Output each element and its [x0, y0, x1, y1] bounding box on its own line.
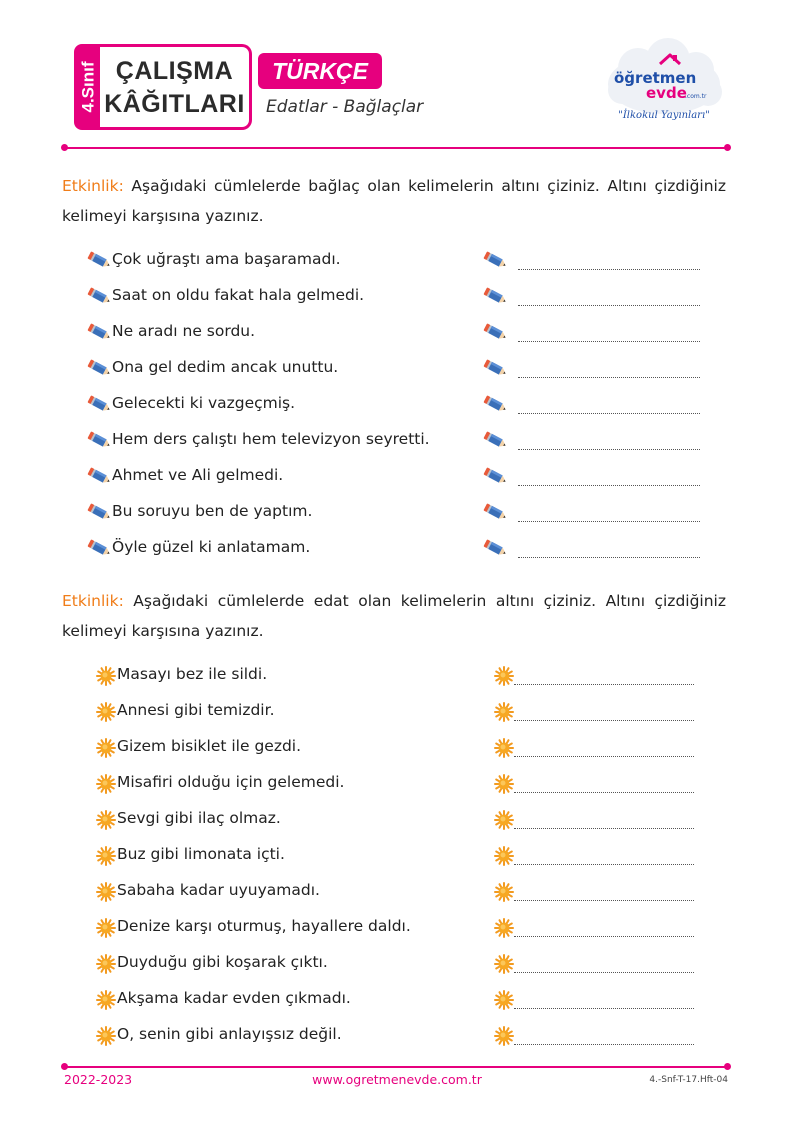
activity2-sentence: Duyduğu gibi koşarak çıktı.	[117, 953, 328, 971]
sun-icon	[494, 738, 514, 758]
activity1-sentence: Çok uğraştı ama başaramadı.	[112, 250, 341, 268]
activity2-item	[0, 911, 794, 947]
pencil-icon	[86, 321, 112, 343]
activity2-answer-line[interactable]	[514, 875, 694, 901]
sun-icon	[96, 774, 116, 794]
activity1-sentence: Gelecekti ki vazgeçmiş.	[112, 394, 296, 412]
sun-icon	[96, 990, 116, 1010]
activity1-answer-line[interactable]	[518, 352, 700, 378]
pencil-icon	[86, 249, 112, 271]
activity2-instruction	[62, 586, 726, 646]
sun-icon	[96, 666, 116, 686]
activity1-item	[0, 244, 794, 280]
activity1-sentence: Saat on oldu fakat hala gelmedi.	[112, 286, 365, 304]
footer-code: 4.-Snf-T-17.Hft-04	[649, 1075, 728, 1085]
sun-icon	[494, 774, 514, 794]
sun-icon	[96, 954, 116, 974]
sun-icon	[494, 702, 514, 722]
activity2-sentence: O, senin gibi anlayışsız değil.	[117, 1025, 342, 1043]
activity1-item	[0, 388, 794, 424]
activity2-answer-line[interactable]	[514, 947, 694, 973]
sun-icon	[96, 846, 116, 866]
publisher-logo	[602, 38, 726, 134]
pencil-icon	[86, 429, 112, 451]
activity2-answer-line[interactable]	[514, 983, 694, 1009]
activity1-answer-line[interactable]	[518, 460, 700, 486]
activity2-answer-line[interactable]	[514, 803, 694, 829]
activity1-answer-line[interactable]	[518, 280, 700, 306]
activity2-item	[0, 695, 794, 731]
activity1-sentence: Ne aradı ne sordu.	[112, 322, 256, 340]
subject-tag: TÜRKÇE	[258, 53, 382, 89]
sun-icon	[494, 882, 514, 902]
footer-year: 2022-2023	[64, 1072, 133, 1087]
pencil-icon	[482, 321, 508, 343]
sun-icon	[494, 990, 514, 1010]
activity2-sentence: Gizem bisiklet ile gezdi.	[117, 737, 302, 755]
activity2-sentence: Misafiri olduğu için gelemedi.	[117, 773, 345, 791]
title-line-2: KÂĞITLARI	[104, 90, 245, 118]
activity1-item	[0, 460, 794, 496]
activity2-answer-line[interactable]	[514, 767, 694, 793]
activity1-answer-line[interactable]	[518, 244, 700, 270]
logo-name-part2: evde	[646, 84, 687, 102]
activity1-sentence: Hem ders çalıştı hem televizyon seyretti.	[112, 430, 430, 448]
activity2-answer-line[interactable]	[514, 839, 694, 865]
pencil-icon	[86, 285, 112, 307]
activity1-answer-line[interactable]	[518, 424, 700, 450]
activity2-item	[0, 767, 794, 803]
header-divider	[64, 147, 728, 149]
activity2-answer-line[interactable]	[514, 1019, 694, 1045]
footer-divider	[64, 1066, 728, 1068]
activity1-item	[0, 280, 794, 316]
logo-domain: .com.tr	[685, 93, 707, 100]
pencil-icon	[482, 537, 508, 559]
topic-title: Edatlar - Bağlaçlar	[266, 97, 424, 117]
sun-icon	[96, 1026, 116, 1046]
sun-icon	[96, 738, 116, 758]
activity2-answer-line[interactable]	[514, 695, 694, 721]
sun-icon	[96, 810, 116, 830]
activity1-sentence: Ona gel dedim ancak unuttu.	[112, 358, 339, 376]
activity2-sentence: Sabaha kadar uyuyamadı.	[117, 881, 320, 899]
pencil-icon	[86, 357, 112, 379]
activity1-item	[0, 532, 794, 568]
activity1-item	[0, 424, 794, 460]
sun-icon	[494, 810, 514, 830]
activity2-answer-line[interactable]	[514, 731, 694, 757]
activity2-sentence: Buz gibi limonata içti.	[117, 845, 285, 863]
activity1-item	[0, 352, 794, 388]
pencil-icon	[482, 501, 508, 523]
sun-icon	[96, 918, 116, 938]
activity1-sentence: Ahmet ve Ali gelmedi.	[112, 466, 284, 484]
pencil-icon	[482, 357, 508, 379]
sun-icon	[494, 666, 514, 686]
activity2-item	[0, 875, 794, 911]
activity1-instruction-text: Aşağıdaki cümlelerde bağlaç olan kelimelerin altını çiziniz. Altını çizdiğiniz kelimeyi karşısına yazınız.	[62, 177, 726, 225]
activity1-answer-line[interactable]	[518, 532, 700, 558]
activity2-instruction-text: Aşağıdaki cümlelerde edat olan kelimelerin altını çiziniz. Altını çizdiğiniz kelimeyi karşısına yazınız.	[62, 592, 726, 640]
activity2-item	[0, 731, 794, 767]
activity2-sentence: Akşama kadar evden çıkmadı.	[117, 989, 351, 1007]
pencil-icon	[482, 465, 508, 487]
pencil-icon	[482, 429, 508, 451]
activity2-answer-line[interactable]	[514, 911, 694, 937]
activity1-answer-line[interactable]	[518, 388, 700, 414]
sun-icon	[494, 846, 514, 866]
pencil-icon	[482, 285, 508, 307]
sun-icon	[96, 882, 116, 902]
activity2-item	[0, 839, 794, 875]
activity1-item	[0, 496, 794, 532]
activity1-label: Etkinlik:	[62, 177, 124, 195]
pencil-icon	[86, 393, 112, 415]
grade-tab	[74, 44, 102, 130]
pencil-icon	[482, 249, 508, 271]
activity2-label: Etkinlik:	[62, 592, 124, 610]
sun-icon	[96, 702, 116, 722]
footer-url[interactable]: www.ogretmenevde.com.tr	[312, 1072, 482, 1087]
activity2-item	[0, 1019, 794, 1055]
activity2-answer-line[interactable]	[514, 659, 694, 685]
activity1-list	[0, 244, 794, 568]
activity2-sentence: Sevgi gibi ilaç olmaz.	[117, 809, 281, 827]
logo-tagline: "İlkokul Yayınları"	[618, 110, 710, 121]
pencil-icon	[482, 393, 508, 415]
sun-icon	[494, 918, 514, 938]
activity1-sentence: Öyle güzel ki anlatamam.	[112, 538, 311, 556]
pencil-icon	[86, 465, 112, 487]
activity2-sentence: Denize karşı oturmuş, hayallere daldı.	[117, 917, 411, 935]
sun-icon	[494, 1026, 514, 1046]
activity2-sentence: Annesi gibi temizdir.	[117, 701, 275, 719]
pencil-icon	[86, 537, 112, 559]
activity2-list	[0, 659, 794, 1055]
activity1-sentence: Bu soruyu ben de yaptım.	[112, 502, 313, 520]
activity2-sentence: Masayı bez ile sildi.	[117, 665, 268, 683]
title-box	[100, 44, 252, 130]
activity1-answer-line[interactable]	[518, 316, 700, 342]
title-line-1: ÇALIŞMA	[115, 57, 234, 85]
activity1-item	[0, 316, 794, 352]
activity2-item	[0, 983, 794, 1019]
grade-label: 4.Sınıf	[78, 61, 98, 113]
sun-icon	[494, 954, 514, 974]
logo-name-part1: öğretmen	[614, 69, 697, 87]
activity2-item	[0, 803, 794, 839]
activity2-item	[0, 659, 794, 695]
activity1-instruction	[62, 171, 726, 231]
activity2-item	[0, 947, 794, 983]
pencil-icon	[86, 501, 112, 523]
activity1-answer-line[interactable]	[518, 496, 700, 522]
